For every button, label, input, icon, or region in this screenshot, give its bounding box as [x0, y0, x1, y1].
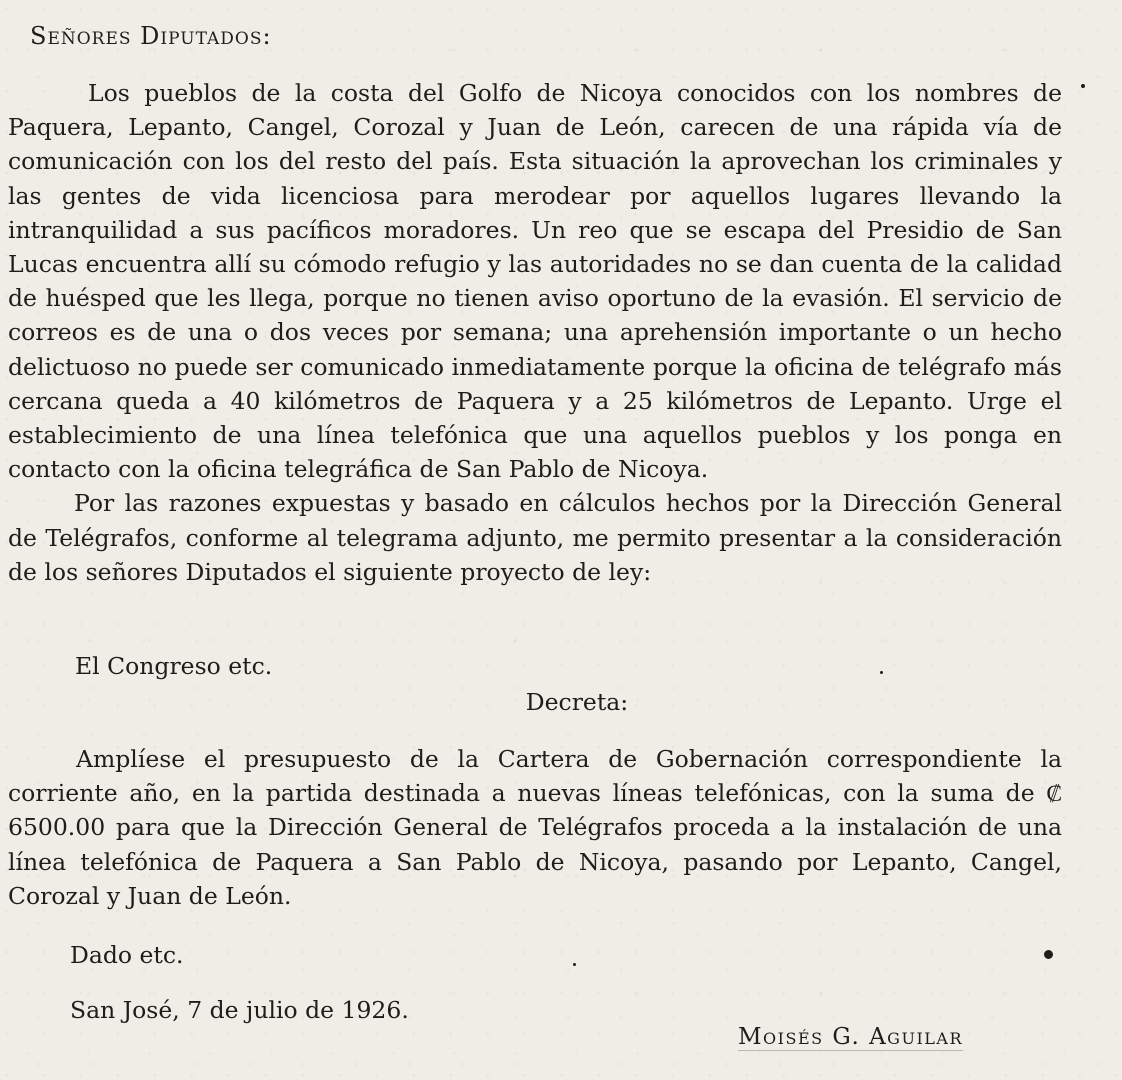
- dado-line: Dado etc.: [70, 941, 184, 969]
- ink-speck: [1044, 950, 1053, 959]
- body-text: [8, 76, 1062, 589]
- signature: Moisés G. Aguilar: [738, 1024, 963, 1050]
- date-line: San José, 7 de julio de 1926.: [70, 996, 409, 1024]
- paragraph-1: Los pueblos de la costa del Golfo de Nicoya conocidos con los nombres de Paquera, Lepanto, Cangel, Corozal y Juan de León, carecen de una rápida vía de comunicación con los del resto del país. Esta situación la aprovechan los criminales y las gentes de vida licenciosa para merodear por aquellos lugares llevando la intranquilidad a sus pacíficos moradores. Un reo que se escapa del Presidio de San Lucas encuentra allí su cómodo refugio y las autoridades no se dan cuenta de la calidad de huésped que les llega, porque no tienen aviso oportuno de la evasión. El servicio de correos es de una o dos veces por semana; una aprehensión importante o un hecho delictuoso no puede ser comunicado inmediatamente porque la oficina de telégrafo más cercana queda a 40 kilómetros de Paquera y a 25 kilómetros de Lepanto. Urge el establecimiento de una línea telefónica que una aquellos pueblos y los ponga en contacto con la oficina telegráfica de San Pablo de Nicoya.: [8, 79, 1062, 484]
- decree-text-block: [8, 742, 1062, 913]
- ink-speck: [880, 671, 883, 674]
- congreso-line: El Congreso etc.: [75, 652, 273, 680]
- decree-paragraph: Amplíese el presupuesto de la Cartera de Gobernación correspondiente la corriente año, en la partida destinada a nuevas líneas telefónicas, con la suma de ₡ 6500.00 para que la Dirección General de Telégrafos proceda a la instalación de una línea telefónica de Paquera a San Pablo de Nicoya, pasando por Lepanto, Cangel, Corozal y Juan de León.: [8, 745, 1062, 910]
- paragraph-2: Por las razones expuestas y basado en cálculos hechos por la Dirección General de Telégrafos, conforme al telegrama adjunto, me permito presentar a la consideración de los señores Diputados el siguiente proyecto de ley:: [8, 489, 1062, 586]
- ink-speck: [573, 963, 576, 966]
- salutation: Señores Diputados:: [30, 22, 272, 50]
- ink-speck: [1081, 84, 1085, 88]
- decreta-heading: Decreta:: [525, 688, 629, 716]
